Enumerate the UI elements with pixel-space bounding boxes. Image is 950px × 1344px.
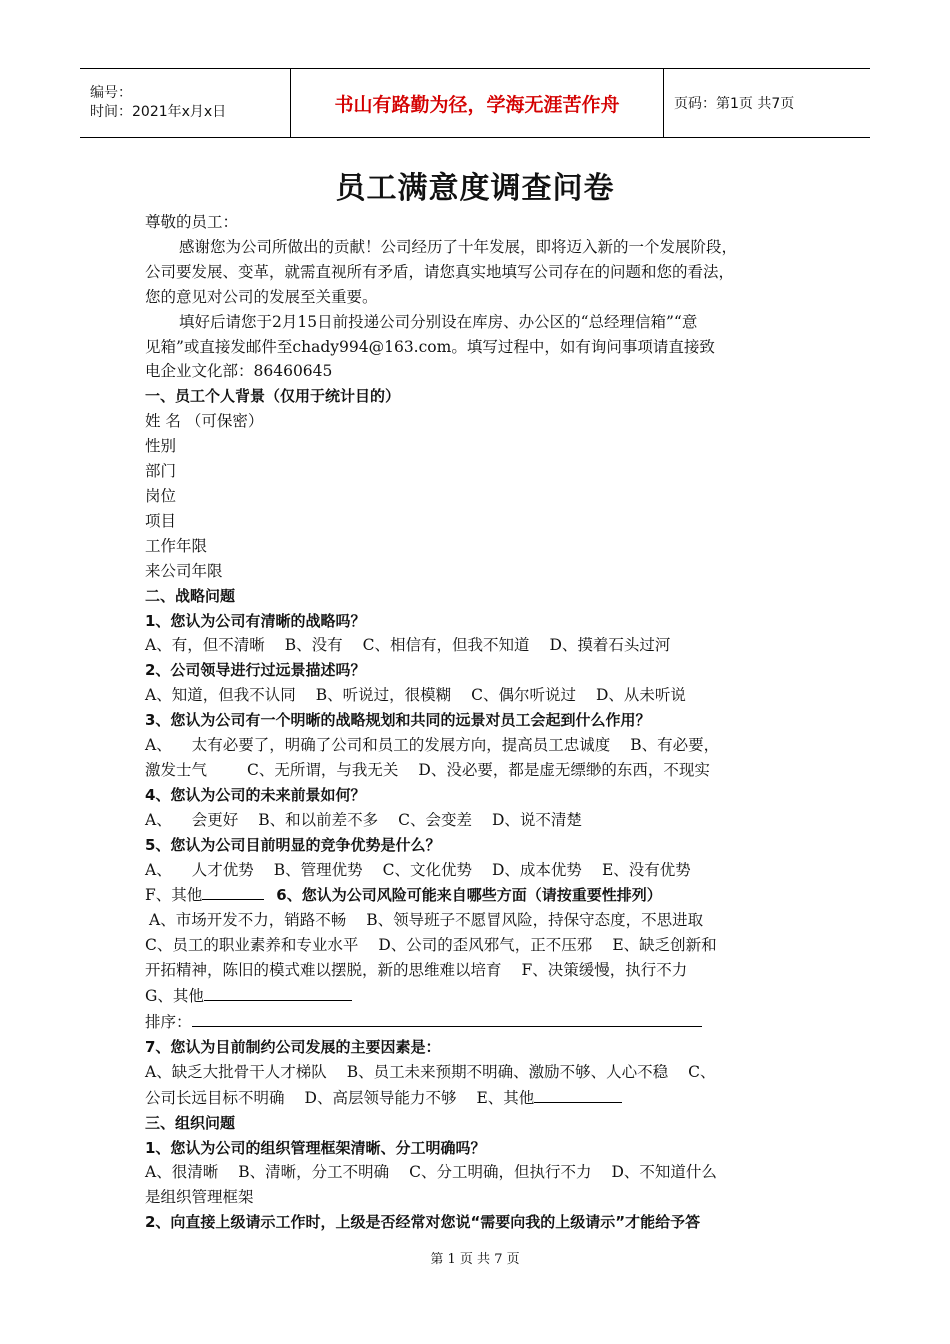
page-footer: 第 1 页 共 7 页: [430, 1252, 520, 1267]
field-company-years: 来公司年限: [145, 561, 223, 580]
option: D、没必要，都是虚无缥缈的东西，不现实: [418, 760, 710, 779]
q2-3-options-line-2: [145, 758, 815, 783]
greeting: 尊敬的员工：: [145, 213, 239, 231]
q2-6-options-line-1: [145, 908, 815, 933]
option-other: G、其他: [145, 987, 204, 1006]
fill-in-blank[interactable]: [204, 983, 352, 1001]
option: D、不知道什么: [611, 1163, 717, 1182]
option: C、分工明确，但执行不力: [409, 1163, 592, 1182]
time-label: 时间：2021年x月x日: [90, 104, 227, 120]
q2-6-options-line-3: [145, 958, 815, 983]
q2-7-question: 7、您认为目前制约公司发展的主要因素是：: [145, 1037, 441, 1056]
option: C、文化优势: [382, 860, 472, 879]
option: B、没有: [284, 636, 343, 655]
option: C、无所谓，与我无关: [247, 760, 399, 779]
q2-6-question: 6、您认为公司风险可能来自哪些方面（请按重要性排列）: [276, 886, 662, 905]
option-label: A、: [145, 736, 172, 755]
q3-1-options-line-1: [145, 1160, 815, 1185]
q2-7-options-line-2: [145, 1085, 815, 1111]
option-text: 人才优势: [191, 860, 254, 879]
q2-3-options-line-1: [145, 733, 815, 758]
option-label: A、: [145, 860, 172, 879]
option: B、清晰，分工不明确: [238, 1163, 390, 1182]
field-work-years: 工作年限: [145, 536, 208, 555]
number-label: 编号：: [90, 85, 132, 101]
q2-6-options-line-2: [145, 933, 815, 958]
intro-paragraph-1-line-2: 公司要发展、变革，就需直视所有矛盾，请您真实地填写公司存在的问题和您的看法，: [145, 262, 735, 281]
intro-paragraph-1-line-3: 您的意见对公司的发展至关重要。: [145, 287, 378, 306]
option: D、高层领导能力不够: [304, 1088, 457, 1107]
field-department: 部门: [145, 462, 177, 481]
q2-6-other: [145, 983, 815, 1009]
option-other: E、其他: [476, 1088, 535, 1107]
field-name: 姓 名 （可保密）: [145, 412, 264, 431]
option: B、领导班子不愿冒风险，持保守态度，不思进取: [366, 911, 704, 930]
rank-blank[interactable]: [192, 1009, 702, 1027]
fill-in-blank[interactable]: [202, 882, 264, 900]
option: B、员工未来预期不明确、激励不够、人心不稳: [346, 1062, 669, 1081]
option: D、摸着石头过河: [549, 636, 671, 655]
q2-7-options-line-1: [145, 1060, 815, 1085]
option: B、管理优势: [273, 860, 363, 879]
intro-paragraph-2-line-1: 填好后请您于2月15日前投递公司分别设在库房、办公区的“总经理信箱”“意: [179, 312, 698, 331]
q3-1-question: 1、您认为公司的组织管理框架清晰、分工明确吗？: [145, 1138, 486, 1157]
option: B、有必要，: [630, 736, 720, 755]
header-left: [80, 69, 290, 137]
field-gender: 性别: [145, 437, 177, 456]
option: E、没有优势: [601, 860, 691, 879]
section-2-heading: 二、战略问题: [145, 586, 236, 605]
page-header: [80, 68, 870, 138]
option: A、有，但不清晰: [145, 636, 265, 655]
q2-3-question: 3、您认为公司有一个明晰的战略规划和共同的远景对员工会起到什么作用？: [145, 711, 651, 730]
section-1-heading: 一、员工个人背景（仅用于统计目的）: [145, 387, 401, 406]
document-title: 员工满意度调查问卷: [335, 171, 615, 206]
option: C、偶尔听说过: [471, 686, 576, 705]
fill-in-blank[interactable]: [534, 1085, 622, 1103]
intro-paragraph-1-line-1: 感谢您为公司所做出的贡献！公司经历了十年发展，即将迈入新的一个发展阶段，: [179, 237, 738, 256]
field-project: 项目: [145, 511, 177, 530]
option-text: 会更好: [191, 810, 239, 829]
option: E、缺乏创新和: [612, 936, 717, 955]
q3-1-options-line-2: 是组织管理框架: [145, 1188, 254, 1207]
option: A、市场开发不力，销路不畅: [149, 911, 347, 930]
option-text: 开拓精神，陈旧的模式难以摆脱，新的思维难以培育: [145, 961, 502, 980]
option: D、公司的歪风邪气，正不压邪: [378, 936, 593, 955]
option: D、说不清楚: [492, 810, 582, 829]
option: D、成本优势: [492, 860, 582, 879]
q2-5-question: 5、您认为公司目前明显的竞争优势是什么？: [145, 835, 441, 854]
option-label: C、: [688, 1062, 716, 1081]
q2-5-other-and-q2-6: [145, 882, 815, 908]
q2-5-options: [145, 858, 815, 883]
option-other: F、其他: [145, 886, 203, 905]
q2-1-question: 1、您认为公司有清晰的战略吗？: [145, 611, 366, 630]
q2-2-options: [145, 683, 815, 708]
intro-paragraph-2-line-3: 电企业文化部：86460645: [145, 362, 333, 381]
q2-4-options: [145, 808, 815, 833]
option-text: 公司长远目标不明确: [145, 1088, 285, 1107]
section-3-heading: 三、组织问题: [145, 1113, 236, 1132]
option: D、从未听说: [595, 686, 686, 705]
header-page-info: 页码：第1页 共7页: [674, 96, 795, 112]
option: B、听说过，很模糊: [315, 686, 452, 705]
field-position: 岗位: [145, 486, 177, 505]
document-body: [145, 210, 815, 1235]
q2-6-rank: [145, 1009, 815, 1035]
option: C、相信有，但我不知道: [362, 636, 530, 655]
q2-1-options: [145, 633, 815, 658]
q2-2-question: 2、公司领导进行过远景描述吗？: [145, 661, 366, 680]
option: C、会变差: [398, 810, 472, 829]
option-text: 太有必要了，明确了公司和员工的发展方向，提高员工忠诚度: [191, 736, 611, 755]
option: A、缺乏大批骨干人才梯队: [145, 1062, 327, 1081]
option-label: A、: [145, 810, 172, 829]
rank-label: 排序：: [145, 1013, 192, 1031]
intro-paragraph-2-line-2: 见箱”或直接发邮件至chady994@163.com。填写过程中，如有询问事项请直接致: [145, 337, 715, 356]
option: C、员工的职业素养和专业水平: [145, 936, 359, 955]
q3-2-question: 2、向直接上级请示工作时，上级是否经常对您说“需要向我的上级请示”才能给予答: [145, 1213, 701, 1232]
option: A、很清晰: [145, 1163, 219, 1182]
q2-4-question: 4、您认为公司的未来前景如何？: [145, 785, 366, 804]
header-motto: 书山有路勤为径，学海无涯苦作舟: [290, 69, 664, 137]
option-text: 激发士气: [145, 760, 208, 779]
option: A、知道，但我不认同: [145, 686, 296, 705]
option: F、决策缓慢，执行不力: [521, 961, 688, 980]
option: B、和以前差不多: [258, 810, 379, 829]
